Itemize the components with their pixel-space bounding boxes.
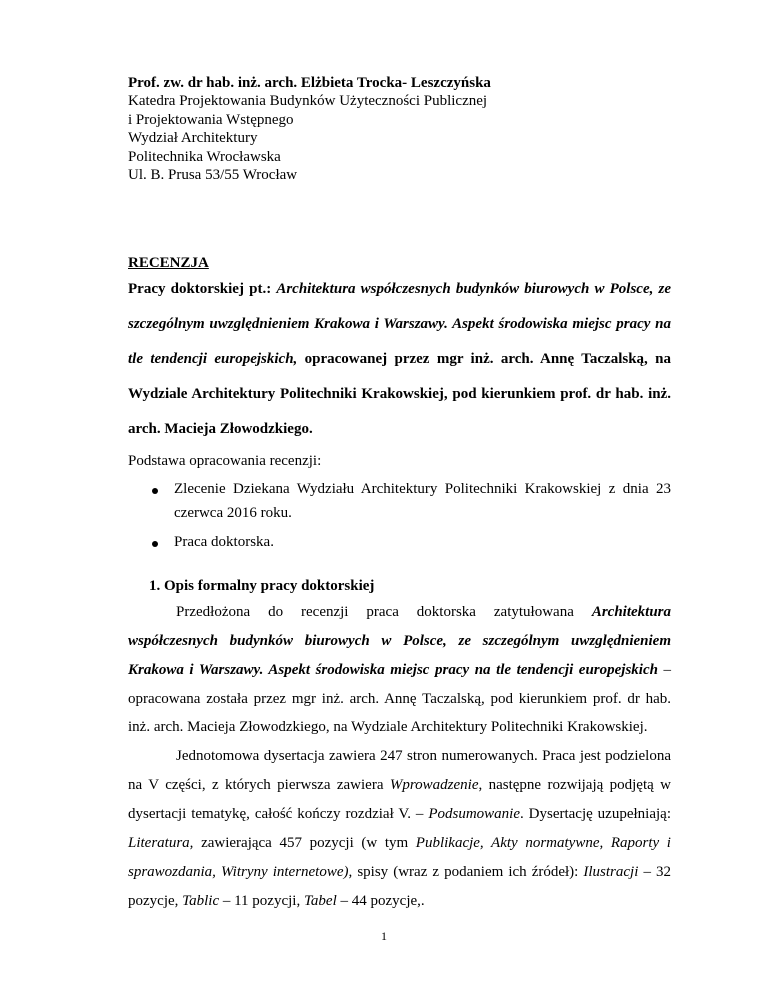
bullet-icon	[152, 541, 158, 547]
text-run: –	[657, 662, 672, 678]
review-title: RECENZJA	[128, 255, 209, 271]
text-run: – 44 pozycje,.	[336, 893, 425, 909]
text-run: Architektura	[591, 604, 671, 620]
text-run: – 11 pozycji,	[219, 893, 304, 909]
review-subject-line: szczególnym uwzględnieniem Krakowa i Warszawy. Aspekt środowiska miejsc pracy na	[128, 316, 671, 332]
basis-item-1-line-2: czerwca 2016 roku.	[174, 505, 292, 521]
text-run: opracowanej przez mgr inż. arch. Annę Taczalską, na	[297, 351, 672, 367]
text-run: Przedłożona do recenzji praca doktorska zatytułowana	[176, 604, 592, 620]
text-run: . Dysertację uzupełniają:	[520, 806, 671, 822]
paragraph-line	[176, 602, 671, 622]
text-run: tle tendencji europejskich,	[128, 351, 298, 367]
review-subject-line: Wydziale Architektury Politechniki Krakowskiej, pod kierunkiem prof. dr hab. inż.	[128, 386, 671, 402]
text-run: Podsumowanie	[428, 806, 520, 822]
text-run: Pracy doktorskiej pt.:	[128, 281, 277, 297]
bullet-icon	[152, 488, 158, 494]
review-subject-line	[128, 349, 671, 369]
paragraph-line	[128, 891, 671, 911]
basis-label: Podstawa opracowania recenzji:	[128, 453, 322, 469]
paragraph-line	[128, 660, 671, 680]
text-run: pozycje,	[128, 893, 183, 909]
paragraph-line	[128, 833, 671, 853]
text-run: Architektura współczesnych budynków biurowych w Polsce, ze	[276, 281, 671, 297]
paragraph-line: opracowana została przez mgr inż. arch. Annę Taczalską, pod kierunkiem prof. dr hab.	[128, 691, 671, 707]
review-subject-line	[128, 279, 671, 299]
text-run: Literatura,	[128, 835, 194, 851]
text-run: spisy (wraz z podaniem ich źródeł):	[352, 864, 584, 880]
faculty: Wydział Architektury	[128, 130, 258, 147]
text-run: zawierająca 457 pozycji (w tym	[193, 835, 416, 851]
text-run: , następne rozwijają podjętą w	[478, 777, 671, 793]
text-run: Krakowa i Warszawy. Aspekt środowiska miejsc pracy na tle tendencji europejskich	[128, 662, 658, 678]
paragraph-line	[128, 862, 671, 882]
paragraph-line: Jednotomowa dysertacja zawiera 247 stron numerowanych. Praca jest podzielona	[176, 748, 671, 764]
university: Politechnika Wrocławska	[128, 148, 281, 165]
text-run: Wprowadzenie	[389, 777, 479, 793]
text-run: dysertacji tematykę, całość kończy rozdział V. –	[128, 806, 429, 822]
text-run: – 32	[638, 864, 671, 880]
paragraph-line: inż. arch. Macieja Złowodzkiego, na Wydziale Architektury Politechniki Krakowskiej.	[128, 719, 648, 735]
author-name: Prof. zw. dr hab. inż. arch. Elżbieta Trocka- Leszczyńska	[128, 75, 491, 91]
text-run: na V części, z których pierwsza zawiera	[128, 777, 390, 793]
department-line-2: i Projektowania Wstępnego	[128, 111, 294, 128]
text-run: Ilustracji	[583, 864, 639, 880]
review-subject-line: arch. Macieja Złowodzkiego.	[128, 421, 313, 437]
text-run: sprawozdania, Witryny internetowe),	[128, 864, 353, 880]
page-number: 1	[381, 929, 387, 943]
text-run: Tablic	[182, 893, 220, 909]
section-heading: 1. Opis formalny pracy doktorskiej	[149, 578, 375, 594]
department-line-1: Katedra Projektowania Budynków Użyteczności Publicznej	[128, 93, 488, 110]
text-run: Publikacje, Akty normatywne, Raporty i	[415, 835, 671, 851]
paragraph-line	[128, 804, 671, 824]
basis-item-2: Praca doktorska.	[174, 534, 274, 550]
author-block	[128, 74, 491, 184]
paragraph-line	[128, 775, 671, 795]
paragraph-line: współczesnych budynków biurowych w Polsce, ze szczególnym uwzględnieniem	[128, 633, 671, 649]
text-run: Tabel	[303, 893, 337, 909]
basis-item-1-line-1: Zlecenie Dziekana Wydziału Architektury Politechniki Krakowskiej z dnia 23	[174, 481, 671, 497]
address: Ul. B. Prusa 53/55 Wrocław	[128, 167, 298, 184]
